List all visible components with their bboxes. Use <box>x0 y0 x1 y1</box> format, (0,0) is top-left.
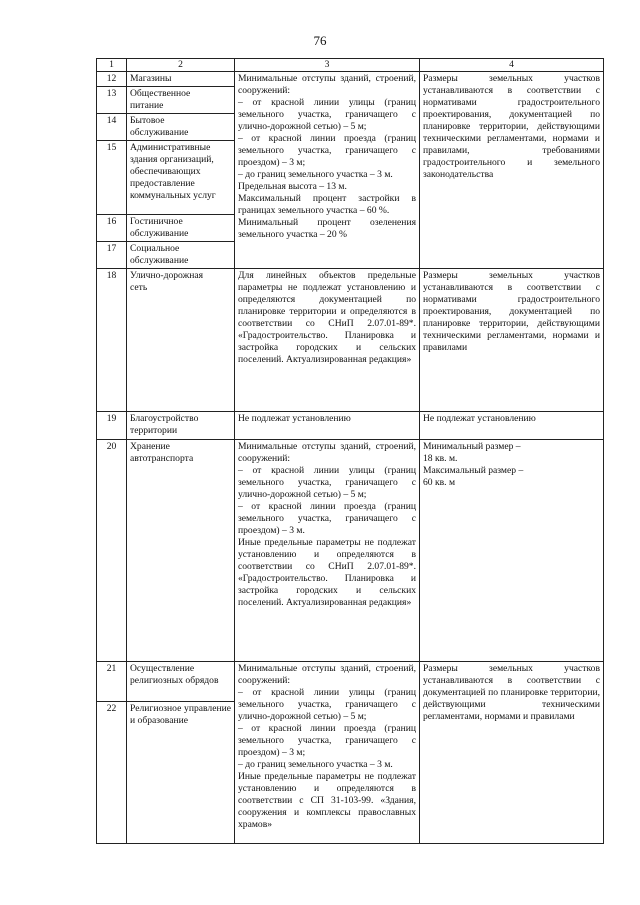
table-header-row <box>97 59 604 72</box>
row-number: 19 <box>97 412 127 440</box>
row-name: Административные здания организаций, обеспечивающих предоставление коммунальных услуг <box>127 141 235 215</box>
row-name: Гостиничное обслуживание <box>127 215 235 242</box>
row-name: Социальное обслуживание <box>127 242 235 269</box>
table-row <box>97 440 604 662</box>
row18-land: Размеры земельных участков устанавливаются в соответствии с нормативами градостроительного проектирования, документацией по планировке территории, действующими техническими регламентами, нормами и правилами <box>420 269 604 412</box>
row-number: 16 <box>97 215 127 242</box>
header-col-1: 1 <box>97 59 127 72</box>
row-name: Хранение автотранспорта <box>127 440 235 662</box>
row20-land: Минимальный размер – 18 кв. м. Максимальный размер – 60 кв. м <box>420 440 604 662</box>
row-number: 18 <box>97 269 127 412</box>
row-number: 13 <box>97 87 127 114</box>
row-number: 15 <box>97 141 127 215</box>
header-col-4: 4 <box>420 59 604 72</box>
table-row <box>97 72 604 87</box>
row-name: Осуществление религиозных обрядов <box>127 662 235 702</box>
row19-land: Не подлежат установлению <box>420 412 604 440</box>
row-number: 21 <box>97 662 127 702</box>
row-number: 14 <box>97 114 127 141</box>
group2-params: Минимальные отступы зданий, строений, сооружений: – от красной линии улицы (границ земельного участка, граничащего с улично-дорожной сетью) – 5 м; – от красной линии проезда (границ земельного участка, граничащего с проездом) – 3 м; – до границ земельного участка – 3 м. Иные предельные параметры не подлежат установлению и определяются в соответствии с СП 31-103-99. «Здания, сооружения и комплексы православных храмов» <box>235 662 420 844</box>
row-number: 12 <box>97 72 127 87</box>
table-row <box>97 662 604 702</box>
row-name: Бытовое обслуживание <box>127 114 235 141</box>
row-name: Общественное питание <box>127 87 235 114</box>
row19-params: Не подлежат установлению <box>235 412 420 440</box>
page-number: 76 <box>313 33 327 48</box>
zoning-table <box>96 58 604 844</box>
group1-land: Размеры земельных участков устанавливаются в соответствии с нормативами градостроительного проектирования, документацией по планировке территории, действующими техническими регламентами, нормами и правилами, требованиями градостроительного и земельного законодательства <box>420 72 604 269</box>
row-name: Религиозное управление и образование <box>127 702 235 844</box>
header-col-3: 3 <box>235 59 420 72</box>
row18-params: Для линейных объектов предельные параметры не подлежат установлению и определяются документацией по планировке территории и определяются в соответствии со СНиП 2.07.01-89*. «Градостроительство. Планировка и застройка городских и сельских поселений. Актуализированная редакция» <box>235 269 420 412</box>
row-name: Благоустройство территории <box>127 412 235 440</box>
table-row <box>97 412 604 440</box>
header-col-2: 2 <box>127 59 235 72</box>
row-name: Улично-дорожная сеть <box>127 269 235 412</box>
group1-params: Минимальные отступы зданий, строений, сооружений: – от красной линии улицы (границ земельного участка, граничащего с улично-дорожной сетью) – 5 м; – от красной линии проезда (границ земельного участка, граничащего с проездом) – 3 м; – до границ земельного участка – 3 м. Предельная высота – 13 м. Максимальный процент застройки в границах земельного участка – 60 %. Минимальный процент озеленения земельного участка – 20 % <box>235 72 420 269</box>
table-row <box>97 269 604 412</box>
row-name: Магазины <box>127 72 235 87</box>
row20-params: Минимальные отступы зданий, строений, сооружений: – от красной линии улицы (границ земельного участка, граничащего с улично-дорожной сетью) – 5 м; – от красной линии проезда (границ земельного участка, граничащего с проездом) – 3 м. Иные предельные параметры не подлежат установлению и определяются в соответствии со СНиП 2.07.01-89*. «Градостроительство. Планировка и застройка городских и сельских поселений. Актуализированная редакция» <box>235 440 420 662</box>
row-number: 20 <box>97 440 127 662</box>
row-number: 22 <box>97 702 127 844</box>
row-number: 17 <box>97 242 127 269</box>
group2-land: Размеры земельных участков устанавливаются в соответствии с документацией по планировке территории, действующими техническими регламентами, нормами и правилами <box>420 662 604 844</box>
